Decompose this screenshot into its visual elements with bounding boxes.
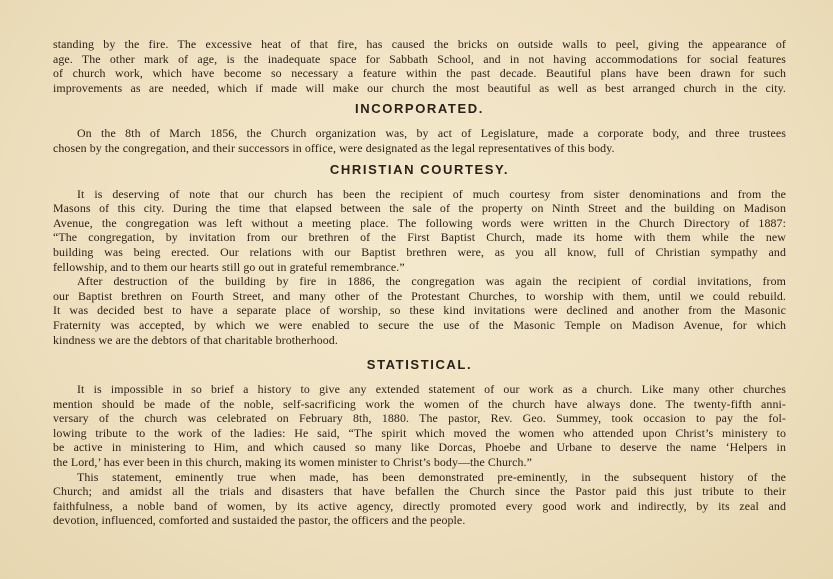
statistical-paragraph-2 bbox=[53, 470, 786, 528]
text-line: fellowship, and to them our hearts still go out in grateful remembrance.” bbox=[53, 259, 405, 274]
text-line: standing by the fire. The excessive heat of that fire, has caused the bricks on outside walls to peel, giving the appearance of bbox=[53, 37, 786, 51]
text-line: building was being erected. Our relations with our Baptist brethren were, as you all know, full of Christian sympathy and bbox=[53, 244, 786, 259]
text-line: On the 8th of March 1856, the Church organization was, by act of Legislature, made a corporate body, and three trustees bbox=[77, 126, 786, 141]
text-line: faithfulness, a noble band of women, by its active agency, directly promoted every good work and indirectly, by its zeal and bbox=[53, 498, 786, 513]
heading-statistical: STATISTICAL. bbox=[366, 357, 473, 373]
heading-christian-courtesy: CHRISTIAN COURTESY. bbox=[329, 161, 510, 177]
text-line: age. The other mark of age, is the inadequate space for Sabbath School, and in not having accommodations for social features bbox=[53, 51, 786, 66]
text-line: kindness we are the debtors of that charitable brotherhood. bbox=[53, 332, 338, 347]
text-line: Church; and amidst all the trials and disasters that have befallen the Church since the Pastor paid this just tribute to their bbox=[53, 484, 786, 499]
text-line: chosen by the congregation, and their successors in office, were designated as the legal representatives of this body. bbox=[53, 140, 615, 155]
text-line: Fraternity was accepted, by which we were enabled to secure the use of the Masonic Temple on Madison Avenue, for which bbox=[53, 317, 786, 332]
intro-paragraph bbox=[53, 37, 786, 95]
text-line: mention should be made of the noble, self-sacrificing work the women of the church have always done. The twenty-fifth anni- bbox=[53, 396, 786, 411]
text-line: devotion, influenced, comforted and sustaided the pastor, the officers and the people. bbox=[53, 513, 466, 528]
heading-incorporated: INCORPORATED. bbox=[355, 101, 484, 117]
text-line: versary of the church was celebrated on February 8th, 1880. The pastor, Rev. Geo. Summey, took occasion to pay the fol- bbox=[53, 411, 786, 426]
text-line: our Baptist brethren on Fourth Street, and many other of the Protestant Churches, to worship with them, until we could rebuild. bbox=[53, 288, 786, 303]
text-line: the Lord,’ has ever been in this church, making its women minister to Christ’s body—the Church.” bbox=[53, 455, 532, 470]
incorporated-paragraph bbox=[53, 126, 786, 155]
text-line: Avenue, the congregation was left without a meeting place. The following words were written in the Church Directory of 1887: bbox=[53, 215, 786, 230]
text-line: It is impossible in so brief a history to give any extended statement of our work as a church. Like many other churches bbox=[77, 382, 786, 397]
text-line: This statement, eminently true when made, has been demonstrated pre-eminently, in the subsequent history of the bbox=[77, 469, 786, 484]
text-line: improvements as are needed, which if made will make our church the most beautiful as well as best arranged church in the city. bbox=[53, 80, 786, 95]
text-line: After destruction of the building by fire in 1886, the congregation was again the recipient of cordial invitations, from bbox=[77, 274, 786, 289]
text-line: be active in ministering to Him, and which caused so many like Dorcas, Phoebe and Urbane to deserve the name ‘Helpers in bbox=[53, 440, 786, 455]
courtesy-paragraph-1 bbox=[53, 187, 786, 275]
text-line: lowing tribute to the work of the ladies: He said, “The spirit which moved the women who attended upon Christ’s ministery to bbox=[53, 425, 786, 440]
text-line: Masons of this city. During the time that elapsed between the sale of the property on Ninth Street and the building on Madison bbox=[53, 201, 786, 216]
text-line: It was decided best to have a separate place of worship, so these kind invitations were declined and another from the Masonic bbox=[53, 303, 786, 318]
statistical-paragraph-1 bbox=[53, 382, 786, 470]
text-line: of church work, which have become so necessary a feature within the past decade. Beautiful plans have been drawn for such bbox=[53, 66, 786, 81]
text-line: “The congregation, by invitation from our brethren of the First Baptist Church, made its home with them while the new bbox=[53, 230, 786, 245]
courtesy-paragraph-2 bbox=[53, 274, 786, 347]
text-line: It is deserving of note that our church has been the recipient of much courtesy from sister denominations and from the bbox=[77, 186, 786, 201]
